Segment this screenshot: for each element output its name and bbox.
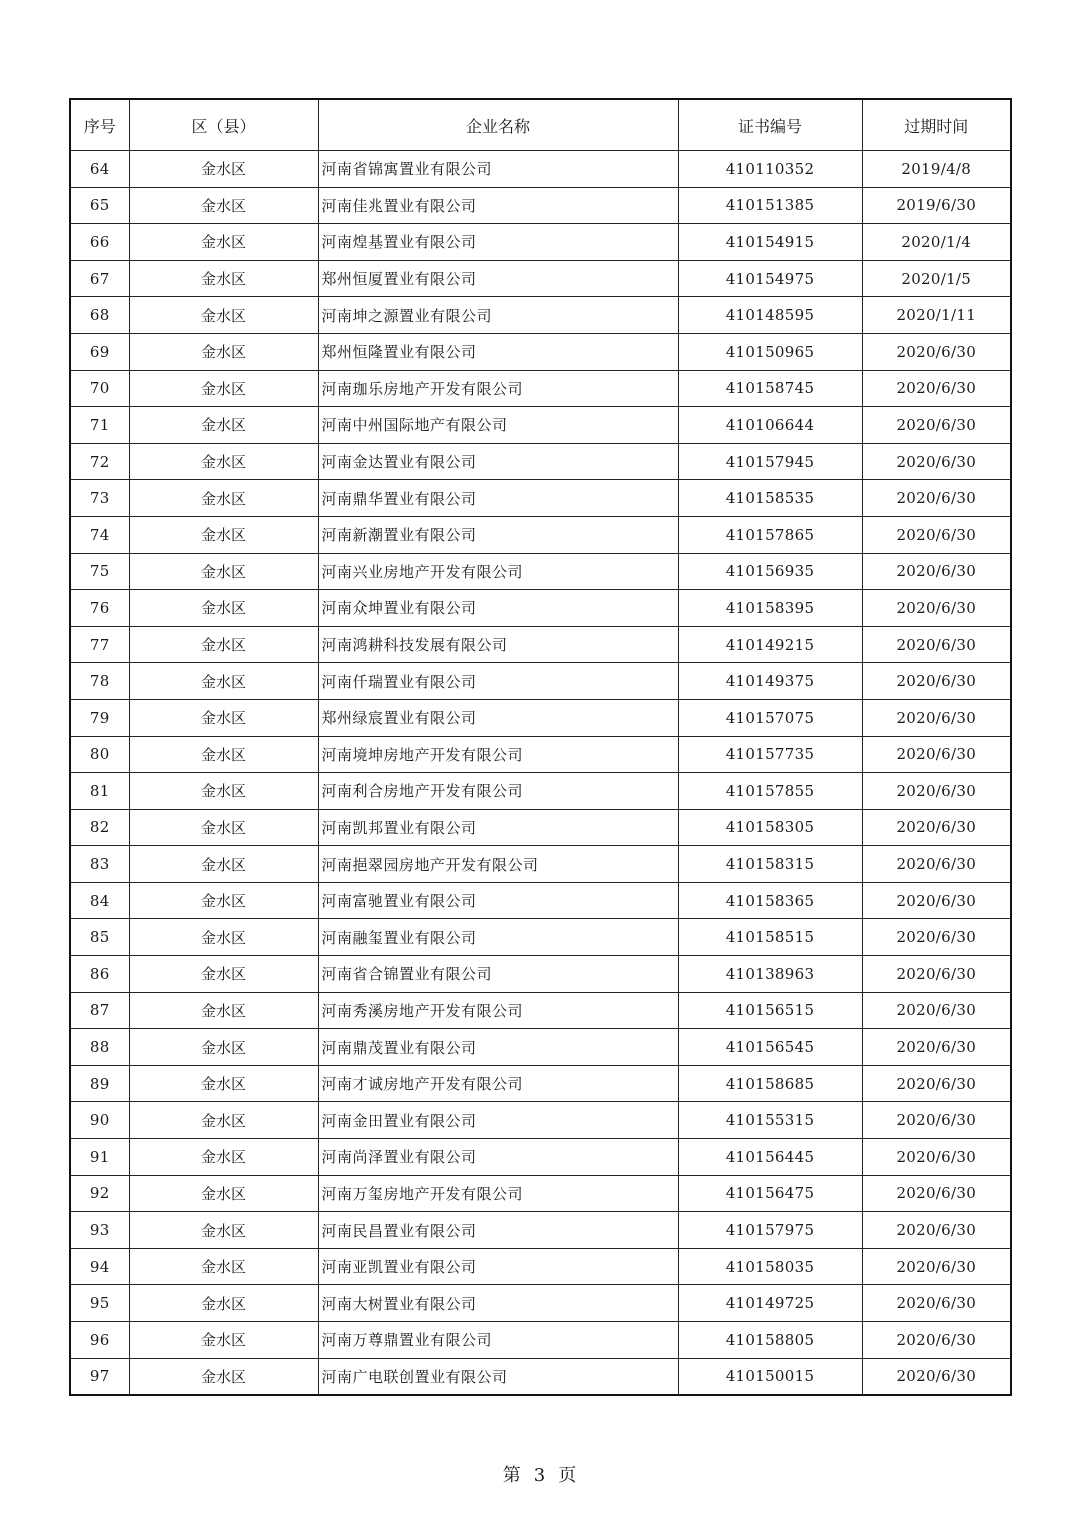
cell-company-name: 河南广电联创置业有限公司 — [318, 1358, 678, 1395]
table-row — [70, 1248, 1011, 1285]
cell-certificate-number: 410157975 — [678, 1212, 862, 1249]
cell-expiry-date: 2020/6/30 — [862, 1102, 1011, 1139]
cell-certificate-number: 410157865 — [678, 516, 862, 553]
cell-expiry-date: 2020/6/30 — [862, 1212, 1011, 1249]
table-header — [70, 99, 1011, 151]
cell-district: 金水区 — [129, 260, 318, 297]
cell-district: 金水区 — [129, 590, 318, 627]
cell-district: 金水区 — [129, 333, 318, 370]
cell-district: 金水区 — [129, 663, 318, 700]
cell-index: 93 — [70, 1212, 129, 1249]
table-row — [70, 1322, 1011, 1359]
cell-expiry-date: 2020/6/30 — [862, 809, 1011, 846]
cell-certificate-number: 410158535 — [678, 480, 862, 517]
table-row — [70, 1102, 1011, 1139]
cell-certificate-number: 410158315 — [678, 846, 862, 883]
cell-company-name: 河南省合锦置业有限公司 — [318, 956, 678, 993]
cell-index: 83 — [70, 846, 129, 883]
cell-index: 72 — [70, 443, 129, 480]
cell-district: 金水区 — [129, 1358, 318, 1395]
table-row — [70, 626, 1011, 663]
cell-certificate-number: 410149215 — [678, 626, 862, 663]
cell-certificate-number: 410158515 — [678, 919, 862, 956]
header-row — [70, 99, 1011, 151]
cell-district: 金水区 — [129, 809, 318, 846]
cell-index: 64 — [70, 151, 129, 188]
table-row — [70, 992, 1011, 1029]
cell-company-name: 河南坤之源置业有限公司 — [318, 297, 678, 334]
cell-company-name: 河南富驰置业有限公司 — [318, 882, 678, 919]
cell-district: 金水区 — [129, 297, 318, 334]
cell-certificate-number: 410156935 — [678, 553, 862, 590]
header-district: 区（县） — [129, 99, 318, 151]
cell-district: 金水区 — [129, 1139, 318, 1176]
table-row — [70, 919, 1011, 956]
table-row — [70, 846, 1011, 883]
cell-expiry-date: 2020/6/30 — [862, 553, 1011, 590]
cell-index: 79 — [70, 699, 129, 736]
cell-district: 金水区 — [129, 699, 318, 736]
cell-district: 金水区 — [129, 1285, 318, 1322]
cell-district: 金水区 — [129, 992, 318, 1029]
cell-index: 81 — [70, 773, 129, 810]
cell-district: 金水区 — [129, 846, 318, 883]
cell-company-name: 河南煌基置业有限公司 — [318, 224, 678, 261]
cell-district: 金水区 — [129, 1212, 318, 1249]
table-body — [70, 151, 1011, 1396]
cell-expiry-date: 2020/6/30 — [862, 1139, 1011, 1176]
cell-district: 金水区 — [129, 1102, 318, 1139]
cell-certificate-number: 410157945 — [678, 443, 862, 480]
cell-expiry-date: 2020/6/30 — [862, 626, 1011, 663]
cell-district: 金水区 — [129, 187, 318, 224]
table-row — [70, 956, 1011, 993]
cell-certificate-number: 410156475 — [678, 1175, 862, 1212]
cell-company-name: 河南才诚房地产开发有限公司 — [318, 1065, 678, 1102]
cell-certificate-number: 410150965 — [678, 333, 862, 370]
cell-company-name: 郑州恒厦置业有限公司 — [318, 260, 678, 297]
certificate-expiry-table — [69, 98, 1012, 1396]
cell-company-name: 河南新潮置业有限公司 — [318, 516, 678, 553]
cell-index: 76 — [70, 590, 129, 627]
cell-company-name: 河南尚泽置业有限公司 — [318, 1139, 678, 1176]
cell-district: 金水区 — [129, 1029, 318, 1066]
cell-index: 91 — [70, 1139, 129, 1176]
cell-expiry-date: 2020/1/5 — [862, 260, 1011, 297]
table-row — [70, 1065, 1011, 1102]
cell-index: 80 — [70, 736, 129, 773]
table-row — [70, 809, 1011, 846]
page-footer — [0, 1461, 1080, 1487]
cell-company-name: 河南鸿耕科技发展有限公司 — [318, 626, 678, 663]
cell-company-name: 河南利合房地产开发有限公司 — [318, 773, 678, 810]
cell-company-name: 郑州恒隆置业有限公司 — [318, 333, 678, 370]
cell-expiry-date: 2020/6/30 — [862, 882, 1011, 919]
table-row — [70, 480, 1011, 517]
cell-expiry-date: 2020/6/30 — [862, 1175, 1011, 1212]
cell-company-name: 郑州绿宸置业有限公司 — [318, 699, 678, 736]
cell-index: 78 — [70, 663, 129, 700]
table-row — [70, 407, 1011, 444]
cell-expiry-date: 2020/6/30 — [862, 333, 1011, 370]
table-row — [70, 736, 1011, 773]
cell-index: 68 — [70, 297, 129, 334]
cell-expiry-date: 2020/6/30 — [862, 992, 1011, 1029]
cell-district: 金水区 — [129, 736, 318, 773]
cell-certificate-number: 410150015 — [678, 1358, 862, 1395]
table-row — [70, 333, 1011, 370]
cell-company-name: 河南秀溪房地产开发有限公司 — [318, 992, 678, 1029]
cell-index: 77 — [70, 626, 129, 663]
table-row — [70, 260, 1011, 297]
cell-company-name: 河南仟瑞置业有限公司 — [318, 663, 678, 700]
cell-district: 金水区 — [129, 407, 318, 444]
cell-index: 97 — [70, 1358, 129, 1395]
cell-certificate-number: 410148595 — [678, 297, 862, 334]
cell-expiry-date: 2020/6/30 — [862, 1322, 1011, 1359]
cell-index: 84 — [70, 882, 129, 919]
table-row — [70, 1175, 1011, 1212]
cell-index: 69 — [70, 333, 129, 370]
table-row — [70, 443, 1011, 480]
cell-company-name: 河南大树置业有限公司 — [318, 1285, 678, 1322]
table-row — [70, 297, 1011, 334]
cell-certificate-number: 410151385 — [678, 187, 862, 224]
cell-expiry-date: 2019/4/8 — [862, 151, 1011, 188]
table-row — [70, 773, 1011, 810]
header-index: 序号 — [70, 99, 129, 151]
cell-expiry-date: 2020/6/30 — [862, 956, 1011, 993]
table-row — [70, 699, 1011, 736]
cell-company-name: 河南鼎华置业有限公司 — [318, 480, 678, 517]
cell-certificate-number: 410156545 — [678, 1029, 862, 1066]
table-row — [70, 151, 1011, 188]
cell-district: 金水区 — [129, 516, 318, 553]
cell-certificate-number: 410158035 — [678, 1248, 862, 1285]
cell-company-name: 河南境坤房地产开发有限公司 — [318, 736, 678, 773]
cell-index: 94 — [70, 1248, 129, 1285]
cell-expiry-date: 2020/6/30 — [862, 699, 1011, 736]
cell-index: 67 — [70, 260, 129, 297]
cell-company-name: 河南亚凯置业有限公司 — [318, 1248, 678, 1285]
cell-district: 金水区 — [129, 151, 318, 188]
cell-expiry-date: 2020/6/30 — [862, 370, 1011, 407]
cell-index: 73 — [70, 480, 129, 517]
cell-district: 金水区 — [129, 956, 318, 993]
cell-expiry-date: 2020/1/4 — [862, 224, 1011, 261]
cell-certificate-number: 410157735 — [678, 736, 862, 773]
cell-expiry-date: 2020/6/30 — [862, 663, 1011, 700]
cell-company-name: 河南凯邦置业有限公司 — [318, 809, 678, 846]
cell-district: 金水区 — [129, 370, 318, 407]
cell-certificate-number: 410158805 — [678, 1322, 862, 1359]
cell-index: 95 — [70, 1285, 129, 1322]
cell-expiry-date: 2019/6/30 — [862, 187, 1011, 224]
cell-certificate-number: 410158745 — [678, 370, 862, 407]
cell-district: 金水区 — [129, 1065, 318, 1102]
cell-index: 70 — [70, 370, 129, 407]
cell-certificate-number: 410155315 — [678, 1102, 862, 1139]
cell-certificate-number: 410154975 — [678, 260, 862, 297]
cell-certificate-number: 410157855 — [678, 773, 862, 810]
cell-company-name: 河南中州国际地产有限公司 — [318, 407, 678, 444]
cell-certificate-number: 410106644 — [678, 407, 862, 444]
cell-certificate-number: 410157075 — [678, 699, 862, 736]
cell-index: 92 — [70, 1175, 129, 1212]
table-row — [70, 187, 1011, 224]
page-label-prefix: 第 — [502, 1465, 522, 1486]
cell-district: 金水区 — [129, 919, 318, 956]
cell-company-name: 河南众坤置业有限公司 — [318, 590, 678, 627]
cell-expiry-date: 2020/6/30 — [862, 1248, 1011, 1285]
cell-certificate-number: 410154915 — [678, 224, 862, 261]
cell-company-name: 河南万尊鼎置业有限公司 — [318, 1322, 678, 1359]
cell-district: 金水区 — [129, 773, 318, 810]
cell-expiry-date: 2020/6/30 — [862, 736, 1011, 773]
cell-company-name: 河南金田置业有限公司 — [318, 1102, 678, 1139]
header-certificate-number: 证书编号 — [678, 99, 862, 151]
cell-index: 86 — [70, 956, 129, 993]
cell-expiry-date: 2020/6/30 — [862, 407, 1011, 444]
cell-district: 金水区 — [129, 224, 318, 261]
cell-certificate-number: 410158685 — [678, 1065, 862, 1102]
cell-certificate-number: 410158395 — [678, 590, 862, 627]
table-row — [70, 224, 1011, 261]
cell-expiry-date: 2020/1/11 — [862, 297, 1011, 334]
cell-district: 金水区 — [129, 1175, 318, 1212]
page-label-suffix: 页 — [558, 1465, 578, 1486]
cell-company-name: 河南民昌置业有限公司 — [318, 1212, 678, 1249]
cell-district: 金水区 — [129, 480, 318, 517]
cell-index: 74 — [70, 516, 129, 553]
cell-index: 75 — [70, 553, 129, 590]
table-row — [70, 1212, 1011, 1249]
cell-certificate-number: 410156445 — [678, 1139, 862, 1176]
cell-expiry-date: 2020/6/30 — [862, 1029, 1011, 1066]
cell-certificate-number: 410158365 — [678, 882, 862, 919]
cell-expiry-date: 2020/6/30 — [862, 846, 1011, 883]
cell-expiry-date: 2020/6/30 — [862, 443, 1011, 480]
cell-district: 金水区 — [129, 1322, 318, 1359]
page-number: 3 — [533, 1465, 547, 1486]
cell-company-name: 河南万玺房地产开发有限公司 — [318, 1175, 678, 1212]
table-row — [70, 1139, 1011, 1176]
cell-expiry-date: 2020/6/30 — [862, 773, 1011, 810]
cell-district: 金水区 — [129, 626, 318, 663]
cell-company-name: 河南金达置业有限公司 — [318, 443, 678, 480]
cell-expiry-date: 2020/6/30 — [862, 480, 1011, 517]
cell-certificate-number: 410149375 — [678, 663, 862, 700]
cell-index: 82 — [70, 809, 129, 846]
cell-index: 66 — [70, 224, 129, 261]
cell-company-name: 河南佳兆置业有限公司 — [318, 187, 678, 224]
cell-index: 88 — [70, 1029, 129, 1066]
cell-district: 金水区 — [129, 882, 318, 919]
cell-index: 65 — [70, 187, 129, 224]
cell-district: 金水区 — [129, 553, 318, 590]
table-row — [70, 370, 1011, 407]
cell-certificate-number: 410158305 — [678, 809, 862, 846]
table-row — [70, 1358, 1011, 1395]
cell-index: 85 — [70, 919, 129, 956]
table-row — [70, 882, 1011, 919]
cell-certificate-number: 410149725 — [678, 1285, 862, 1322]
table-row — [70, 1029, 1011, 1066]
cell-district: 金水区 — [129, 1248, 318, 1285]
cell-company-name: 河南省锦寓置业有限公司 — [318, 151, 678, 188]
cell-expiry-date: 2020/6/30 — [862, 919, 1011, 956]
table-row — [70, 663, 1011, 700]
cell-company-name: 河南挹翠园房地产开发有限公司 — [318, 846, 678, 883]
table-row — [70, 553, 1011, 590]
table-row — [70, 516, 1011, 553]
cell-company-name: 河南鼎茂置业有限公司 — [318, 1029, 678, 1066]
header-company-name: 企业名称 — [318, 99, 678, 151]
cell-index: 96 — [70, 1322, 129, 1359]
cell-certificate-number: 410138963 — [678, 956, 862, 993]
cell-company-name: 河南兴业房地产开发有限公司 — [318, 553, 678, 590]
cell-company-name: 河南融玺置业有限公司 — [318, 919, 678, 956]
header-expiry-date: 过期时间 — [862, 99, 1011, 151]
cell-company-name: 河南珈乐房地产开发有限公司 — [318, 370, 678, 407]
cell-index: 90 — [70, 1102, 129, 1139]
cell-index: 71 — [70, 407, 129, 444]
cell-expiry-date: 2020/6/30 — [862, 1358, 1011, 1395]
cell-expiry-date: 2020/6/30 — [862, 1285, 1011, 1322]
cell-certificate-number: 410110352 — [678, 151, 862, 188]
table-row — [70, 1285, 1011, 1322]
cell-expiry-date: 2020/6/30 — [862, 590, 1011, 627]
cell-expiry-date: 2020/6/30 — [862, 516, 1011, 553]
cell-district: 金水区 — [129, 443, 318, 480]
cell-certificate-number: 410156515 — [678, 992, 862, 1029]
cell-index: 89 — [70, 1065, 129, 1102]
cell-expiry-date: 2020/6/30 — [862, 1065, 1011, 1102]
table-row — [70, 590, 1011, 627]
cell-index: 87 — [70, 992, 129, 1029]
